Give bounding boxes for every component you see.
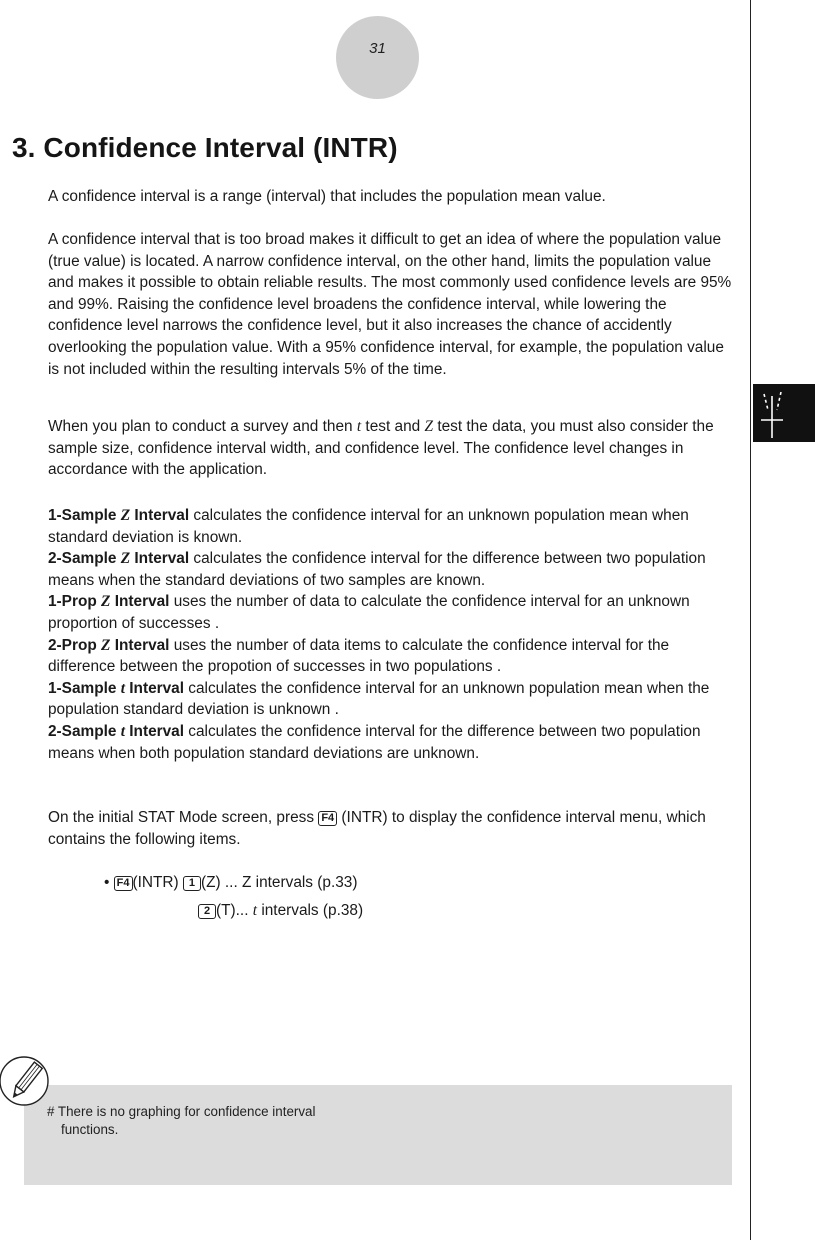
item-tail: Interval [125,679,185,697]
survey-text-part1: When you plan to conduct a survey and then [48,418,357,435]
explanation-text: A confidence interval that is too broad makes it difficult to get an idea of where the population value (true value) is located. A narrow confidence interval, on the other hand, limits the population value and makes it possible to obtain reliable results. The most commonly used confidence levels are 95% and 99%. Raising the confidence level broadens the confidence interval, while lowering the confidence level narrows the confidence level, but it also increases the chance of accidently overlooking the population value. With a 95% confidence interval, for example, the population value is not included within the resulting intervals 5% of the time. [48,231,732,378]
explanation-paragraph [48,229,736,380]
z-intervals-text: (Z) ... Z intervals (p.33) [200,874,358,891]
survey-text-part2: test and [361,418,425,435]
list-item [48,635,736,678]
instruction-text [48,807,736,850]
item-desc: calculates the confidence interval for the difference between two population means when both population standard deviations are unknown. [48,722,701,762]
z-symbol: Z [424,418,434,435]
t-intervals-pre: (T)... [216,902,253,919]
right-margin-rule [750,0,751,1240]
note-line-2: functions. [61,1122,119,1137]
item-tail: Interval [110,636,170,654]
list-item [48,591,736,634]
item-tail: Interval [110,593,170,611]
key-2-icon: 2 [198,904,216,919]
item-desc: calculates the confidence interval for an unknown population mean when standard deviation is known. [48,507,689,546]
f4-key-icon: F4 [318,811,337,826]
side-tab [753,384,815,442]
interval-list [48,505,736,764]
instruction-paragraph [48,807,736,850]
item-symbol: Z [101,593,111,611]
item-lead: 1-Sample [48,679,121,697]
instruction-part1: On the initial STAT Mode screen, press [48,809,319,826]
section-title: 3. Confidence Interval (INTR) [12,132,398,163]
stat-symbol-icon [753,384,815,442]
instruction-part2: (INTR) to display the confidence interval menu, which contains the following items. [48,809,706,848]
menu-line-z [104,869,363,897]
item-lead: 1-Sample [48,507,121,524]
note-line-1: # There is no graphing for confidence interval [47,1104,316,1119]
item-symbol: Z [120,507,131,524]
f4-key-icon: F4 [114,876,133,891]
item-desc: uses the number of data to calculate the confidence interval for an unknown proportion of successes . [48,593,690,632]
list-item [48,505,736,548]
key-1-icon: 1 [183,876,201,891]
survey-text-part3: test the data, you must also consider the sample size, confidence interval width, and confidence level. The confidence level changes in accordance with the application. [48,418,714,479]
item-lead: 2-Sample [48,722,121,740]
page-number: 31 [369,40,386,57]
item-desc: calculates the confidence interval for the difference between two population means when the standard deviations of two samples are known. [48,550,706,589]
survey-paragraph [48,416,736,481]
item-tail: Interval [130,550,190,568]
item-lead: 2-Sample [48,550,121,568]
item-desc: calculates the confidence interval for an unknown population mean when the population standard deviation is unknown . [48,679,710,719]
note-text [47,1103,357,1139]
item-symbol: t [120,679,125,697]
pencil-icon [0,1055,52,1107]
intro-text: A confidence interval is a range (interval) that includes the population mean value. [48,188,606,205]
page-number-badge [336,16,419,99]
list-item [48,678,736,721]
list-item [48,548,736,591]
item-symbol: t [120,722,125,740]
item-lead: 1-Prop [48,593,102,611]
item-tail: Interval [125,722,185,740]
item-desc: uses the number of data items to calculate the confidence interval for the difference between the propotion of successes in two populations . [48,636,670,676]
item-symbol: Z [120,550,131,568]
bullet: • [104,874,110,891]
list-item [48,721,736,764]
survey-text [48,416,736,481]
t-intervals-post: intervals (p.38) [257,902,364,919]
intro-paragraph [48,186,736,208]
menu-items [104,869,363,925]
menu-line-t [104,897,363,925]
intr-label: (INTR) [132,874,179,891]
t-symbol: t [356,418,362,435]
item-lead: 2-Prop [48,636,102,654]
item-symbol: Z [101,636,111,654]
t-symbol: t [252,902,258,919]
item-tail: Interval [130,507,190,524]
